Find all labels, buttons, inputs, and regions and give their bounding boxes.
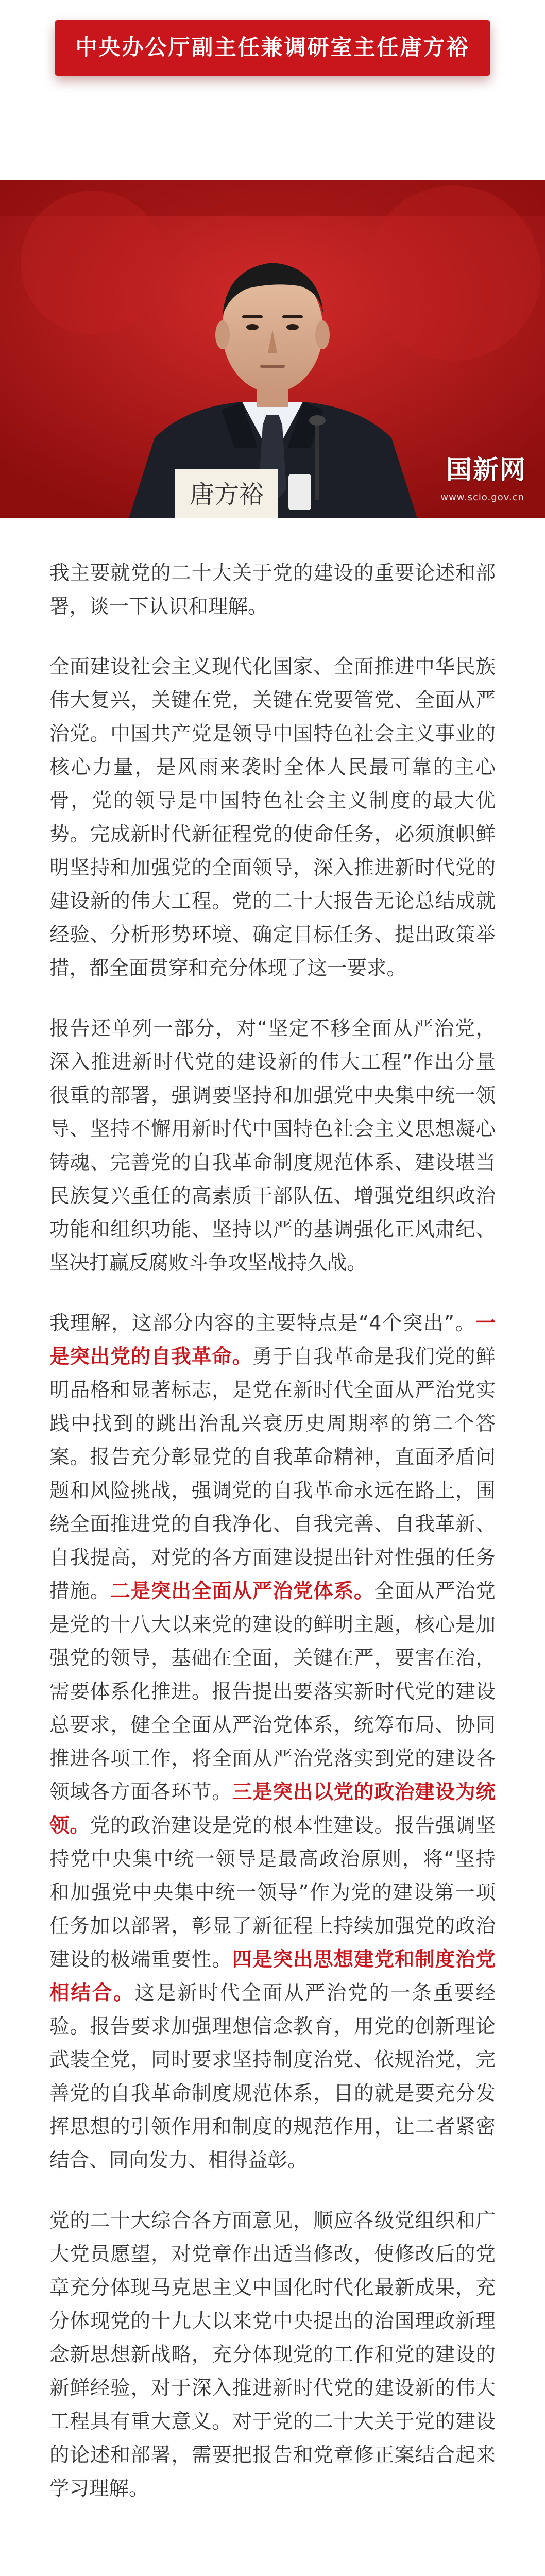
highlight-point-3: 三是突出以党的政治建设为统领。 bbox=[49, 1781, 496, 1837]
paragraph-text: 报告还单列一部分，对“坚定不移全面从严治党，深入推进新时代党的建设新的伟大工程”作出分量很重的部署，强调要坚持和加强党中央集中统一领导、坚持不懈用新时代中国特色社会主义思想凝心铸魂、完善党的自我革命制度规范体系、建设堪当民族复兴重任的高素质干部队伍、增强党组织政治功能和组织功能、坚持以严的基调强化正风肃纪、坚决打赢反腐败斗争攻坚战持久战。 bbox=[49, 1017, 496, 1275]
watermark-url: www.scio.gov.cn bbox=[440, 492, 524, 503]
nameplate-text: 唐方裕 bbox=[189, 480, 264, 509]
title-banner bbox=[55, 20, 490, 76]
paragraph-text: 这是新时代全面从严治党的一条重要经验。报告要求加强理想信念教育，用党的创新理论武装全党，同时要求坚持制度治党、依规治党，完善党的自我革命制度规范体系，目的就是要充分发挥思想的引领作用和制度的规范作用，让二者紧密结合、同向发力、相得益彰。 bbox=[49, 1981, 496, 2172]
paragraph-text: 我理解，这部分内容的主要特点是“4个突出”。 bbox=[49, 1312, 476, 1335]
paragraph bbox=[49, 2204, 496, 2505]
paragraph bbox=[49, 1012, 496, 1280]
article-body bbox=[49, 556, 496, 2532]
paragraph-text: 我主要就党的二十大关于党的建设的重要论述和部署，谈一下认识和理解。 bbox=[49, 562, 496, 618]
paragraph-text: 全面从严治党是党的十八大以来党的建设的鲜明主题，核心是加强党的领导，基础在全面，关键在严，要害在治，需要体系化推进。报告提出要落实新时代党的建设总要求，健全全面从严治党体系，统筹布局、协同推进各项工作，将全面从严治党落实到党的建设各领域各方面各环节。 bbox=[49, 1580, 496, 1804]
highlight-point-2: 二是突出全面从严治党体系。 bbox=[110, 1580, 374, 1603]
paragraph bbox=[49, 650, 496, 985]
article-title: 中央办公厅副主任兼调研室主任唐方裕 bbox=[75, 35, 470, 60]
highlight-point-1: 一是突出党的自我革命。 bbox=[49, 1312, 496, 1368]
watermark-logo: 国新网 bbox=[446, 455, 526, 485]
paragraph bbox=[49, 556, 496, 623]
paragraph-text: 党的政治建设是党的根本性建设。报告强调坚持党中央集中统一领导是最高政治原则，将“坚持和加强党中央集中统一领导”作为党的建设第一项任务加以部署，彰显了新征程上持续加强党的政治建设的极端重要性。 bbox=[49, 1814, 496, 1971]
paragraph bbox=[49, 1307, 496, 2177]
paragraph-text: 党的二十大综合各方面意见，顺应各级党组织和广大党员愿望，对党章作出适当修改，使修改后的党章充分体现马克思主义中国化时代化最新成果，充分体现党的十九大以来党中央提出的治国理政新理念新思想新战略，充分体现党的工作和党的建设的新鲜经验，对于深入推进新时代党的建设新的伟大工程具有重大意义。对于党的二十大关于党的建设的论述和部署，需要把报告和党章修正案结合起来学习理解。 bbox=[49, 2209, 496, 2500]
highlight-point-4: 四是突出思想建党和制度治党相结合。 bbox=[49, 1948, 496, 2005]
paragraph-text: 全面建设社会主义现代化国家、全面推进中华民族伟大复兴，关键在党，关键在党要管党、全面从严治党。中国共产党是领导中国特色社会主义事业的核心力量，是风雨来袭时全体人民最可靠的主心骨，党的领导是中国特色社会主义制度的最大优势。完成新时代新征程党的使命任务，必须旗帜鲜明坚持和加强党的全面领导，深入推进新时代党的建设新的伟大工程。党的二十大报告无论总结成就经验、分析形势环境、确定目标任务、提出政策举措，都全面贯穿和充分体现了这一要求。 bbox=[49, 655, 496, 980]
paragraph-text: 勇于自我革命是我们党的鲜明品格和显著标志，是党在新时代全面从严治党实践中找到的跳出治乱兴衰历史周期率的第二个答案。报告充分彰显党的自我革命精神，直面矛盾问题和风险挑战，强调党的自我革命永远在路上，围绕全面推进党的自我净化、自我完善、自我革新、自我提高，对党的各方面建设提出针对性强的任务措施。 bbox=[49, 1345, 496, 1603]
speaker-photo bbox=[0, 180, 545, 518]
